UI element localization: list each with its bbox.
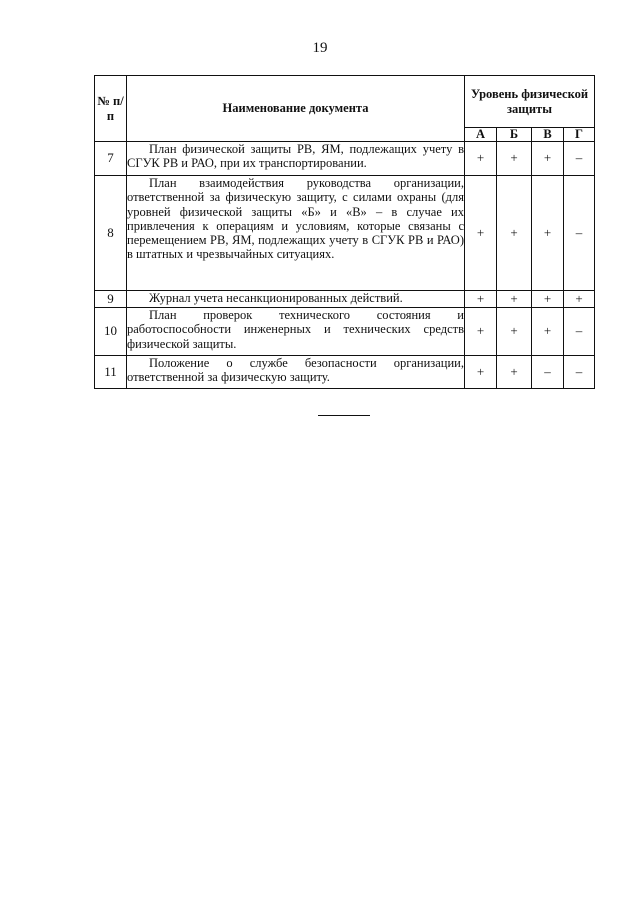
header-level-a: А: [465, 128, 497, 142]
table-row: [95, 142, 595, 176]
document-name: Журнал учета несанкционированных действий.: [127, 291, 465, 308]
mark-a: +: [465, 291, 497, 308]
mark-a: +: [465, 356, 497, 389]
header-protection-level: Уровень физической защиты: [465, 76, 595, 128]
mark-v: +: [532, 291, 564, 308]
mark-b: +: [497, 308, 532, 356]
mark-b: +: [497, 356, 532, 389]
document-text: Положение о службе безопасности организации, ответственной за физическую защиту.: [127, 356, 464, 385]
document-name: [127, 308, 465, 356]
mark-g: –: [564, 176, 595, 291]
mark-g: –: [564, 142, 595, 176]
document-text: План проверок технического состояния и работоспособности инженерных и технических средств физической защиты.: [127, 308, 464, 351]
mark-b: +: [497, 291, 532, 308]
table-row: [95, 176, 595, 291]
header-document-name: Наименование документа: [127, 76, 465, 142]
document-name: [127, 356, 465, 389]
table-row: [95, 356, 595, 389]
mark-a: +: [465, 176, 497, 291]
mark-v: –: [532, 356, 564, 389]
mark-v: +: [532, 142, 564, 176]
document-name: [127, 142, 465, 176]
table-row: [95, 291, 595, 308]
mark-b: +: [497, 176, 532, 291]
mark-a: +: [465, 142, 497, 176]
document-text: План взаимодействия руководства организации, ответственной за физическую защиту, с силами охраны (для уровней физической защиты «Б» и «В» – в случае их привлечения к операциям и условиям, которые связаны с перемещением РВ, ЯМ, подлежащих учету в СГУК РВ и РАО) в штатных и чрезвычайных ситуациях.: [127, 176, 464, 262]
mark-v: +: [532, 176, 564, 291]
mark-g: –: [564, 356, 595, 389]
header-number: № п/п: [95, 76, 127, 142]
header-level-g: Г: [564, 128, 595, 142]
mark-a: +: [465, 308, 497, 356]
row-number: 10: [95, 308, 127, 356]
row-number: 9: [95, 291, 127, 308]
page-number: 19: [312, 40, 328, 56]
mark-b: +: [497, 142, 532, 176]
header-level-b: Б: [497, 128, 532, 142]
document-text: План физической защиты РВ, ЯМ, подлежащих учету в СГУК РВ и РАО, при их транспортировании.: [127, 142, 464, 171]
row-number: 8: [95, 176, 127, 291]
closing-rule: [318, 415, 370, 416]
mark-v: +: [532, 308, 564, 356]
document-list-table: [94, 75, 595, 389]
mark-g: +: [564, 291, 595, 308]
header-level-v: В: [532, 128, 564, 142]
row-number: 7: [95, 142, 127, 176]
mark-g: –: [564, 308, 595, 356]
table-row: [95, 308, 595, 356]
row-number: 11: [95, 356, 127, 389]
document-name: [127, 176, 465, 291]
